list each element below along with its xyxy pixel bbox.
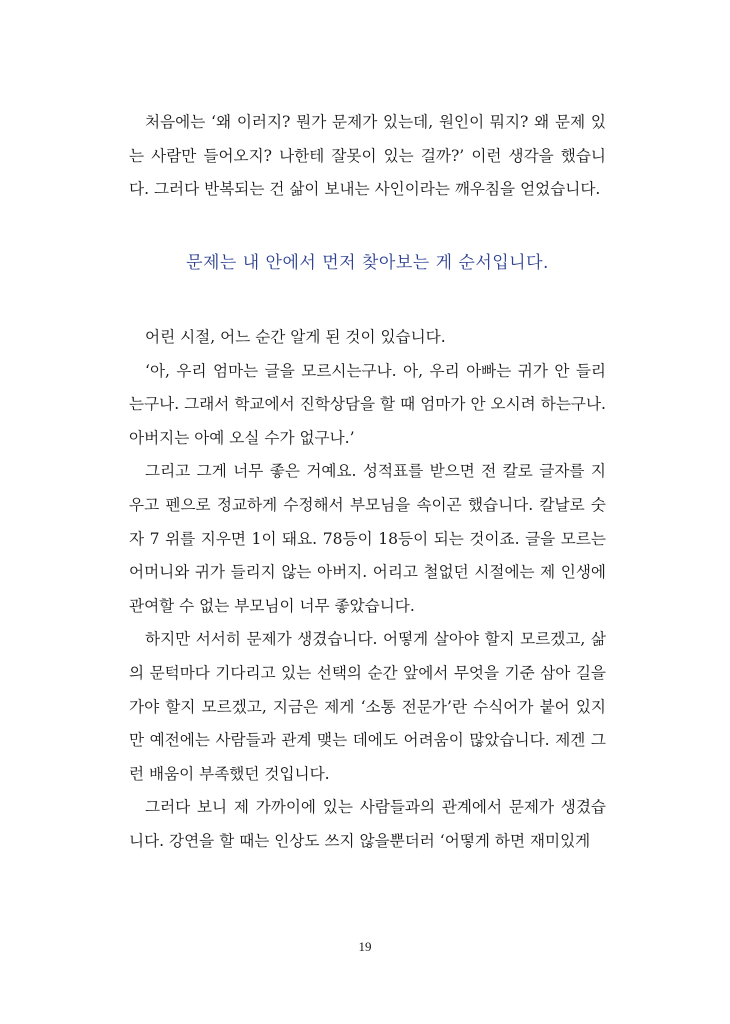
- section-heading: 문제는 내 안에서 먼저 찾아보는 게 순서입니다.: [186, 253, 549, 273]
- body-paragraph: 그러다 보니 제 가까이에 있는 사람들과의 관계에서 문제가 생겼습니다. 강연을 할 때는 인상도 쓰지 않을뿐더러 ‘어떻게 하면 재미있게: [129, 798, 606, 850]
- body-paragraph: ‘아, 우리 엄마는 글을 모르시는구나. 아, 우리 아빠는 귀가 안 들리는구나. 그래서 학교에서 진학상담을 할 때 엄마가 안 오시려 하는구나. 아버지는 아예 오실 수가 없구나.’: [129, 361, 606, 447]
- body-paragraph: 그리고 그게 너무 좋은 거예요. 성적표를 받으면 전 칼로 글자를 지우고 펜으로 정교하게 수정해서 부모님을 속이곤 했습니다. 칼날로 숫자 7 위를 지우면 1이 돼요. 78등이 18등이 되는 것이죠. 글을 모르는 어머니와 귀가 들리지 않는 아버지. 어리고 철없던 시절에는 제 인생에 관여할 수 없는 부모님이 너무 좋았습니다.: [129, 462, 606, 615]
- intro-paragraph: 처음에는 ‘왜 이러지? 뭔가 문제가 있는데, 원인이 뭐지? 왜 문제 있는 사람만 들어오지? 나한테 잘못이 있는 걸까?’ 이런 생각을 했습니다. 그러다 반복되는 건 삶이 보내는 사인이라는 깨우침을 얻었습니다.: [129, 113, 606, 199]
- body-paragraph: 하지만 서서히 문제가 생겼습니다. 어떻게 살아야 할지 모르겠고, 삶의 문턱마다 기다리고 있는 선택의 순간 앞에서 무엇을 기준 삼아 길을 가야 할지 모르겠고, 지금은 제게 ‘소통 전문가’란 수식어가 붙어 있지만 예전에는 사람들과 관계 맺는 데에도 어려움이 많았습니다. 제겐 그런 배움이 부족했던 것입니다.: [129, 630, 606, 783]
- body-section: [129, 321, 606, 859]
- body-paragraph: 어린 시절, 어느 순간 알게 된 것이 있습니다.: [145, 328, 446, 346]
- intro-section: [129, 106, 606, 207]
- page-number: 19: [358, 939, 372, 954]
